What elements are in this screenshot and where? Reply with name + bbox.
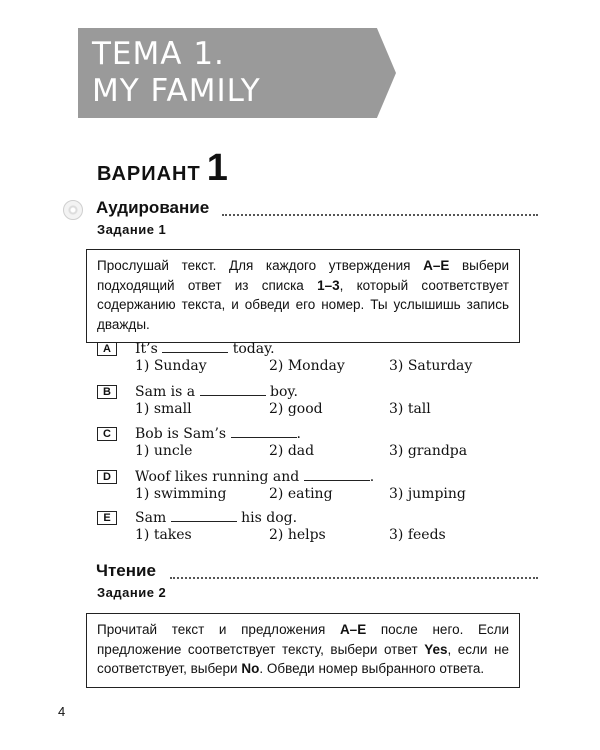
item-label: C (97, 427, 117, 441)
option-3[interactable]: 3) grandpa (389, 443, 468, 459)
item-prompt: Sam his dog. (135, 510, 298, 526)
answer-blank (304, 469, 370, 481)
audio-disc-icon (63, 200, 83, 220)
option-1[interactable]: 1) uncle (135, 443, 193, 459)
task-title-2: Задание 2 (97, 585, 167, 600)
page-number: 4 (58, 704, 66, 719)
option-2[interactable]: 2) Monday (269, 358, 345, 374)
option-2[interactable]: 2) helps (269, 527, 326, 543)
option-3[interactable]: 3) Saturday (389, 358, 473, 374)
task-2-instruction: Прочитай текст и предложения A–E после него. Если предложение соответствует тексту, выбери ответ Yes, если не соответствует, выбери No. Обведи номер выбранного ответа. (86, 613, 520, 688)
item-prompt: It’s today. (135, 341, 275, 357)
item-prompt: Sam is a boy. (135, 384, 298, 400)
item-label: B (97, 385, 117, 399)
item-prompt: Bob is Sam’s . (135, 426, 301, 442)
theme-title-line2: MY FAMILY (92, 73, 261, 109)
option-2[interactable]: 2) eating (269, 486, 333, 502)
option-1[interactable]: 1) small (135, 401, 192, 417)
theme-title-line1: ТЕМА 1. (92, 36, 225, 72)
option-1[interactable]: 1) Sunday (135, 358, 207, 374)
task-1-instruction: Прослушай текст. Для каждого утверждения A–E выбери подходящий ответ из списка 1–3, который соответствует содержанию текста, и обведи его номер. Ты услышишь запись дважды. (86, 249, 520, 343)
variant-label: ВАРИАНТ (97, 163, 201, 185)
variant-heading (97, 147, 228, 190)
item-label: A (97, 342, 117, 356)
answer-blank (171, 510, 237, 522)
option-1[interactable]: 1) takes (135, 527, 192, 543)
option-2[interactable]: 2) dad (269, 443, 315, 459)
option-3[interactable]: 3) feeds (389, 527, 446, 543)
option-1[interactable]: 1) swimming (135, 486, 227, 502)
option-3[interactable]: 3) jumping (389, 486, 466, 502)
answer-blank (200, 384, 266, 396)
item-prompt: Woof likes running and . (135, 469, 375, 485)
option-3[interactable]: 3) tall (389, 401, 431, 417)
item-label: D (97, 470, 117, 484)
answer-blank (162, 341, 228, 353)
variant-number: 1 (206, 147, 228, 189)
section-divider (170, 577, 538, 579)
answer-blank (231, 426, 297, 438)
option-2[interactable]: 2) good (269, 401, 323, 417)
item-label: E (97, 511, 117, 525)
section-divider (222, 214, 538, 216)
section-title-listening: Аудирование (96, 198, 210, 217)
task-title-1: Задание 1 (97, 222, 167, 237)
section-title-reading: Чтение (96, 561, 156, 580)
